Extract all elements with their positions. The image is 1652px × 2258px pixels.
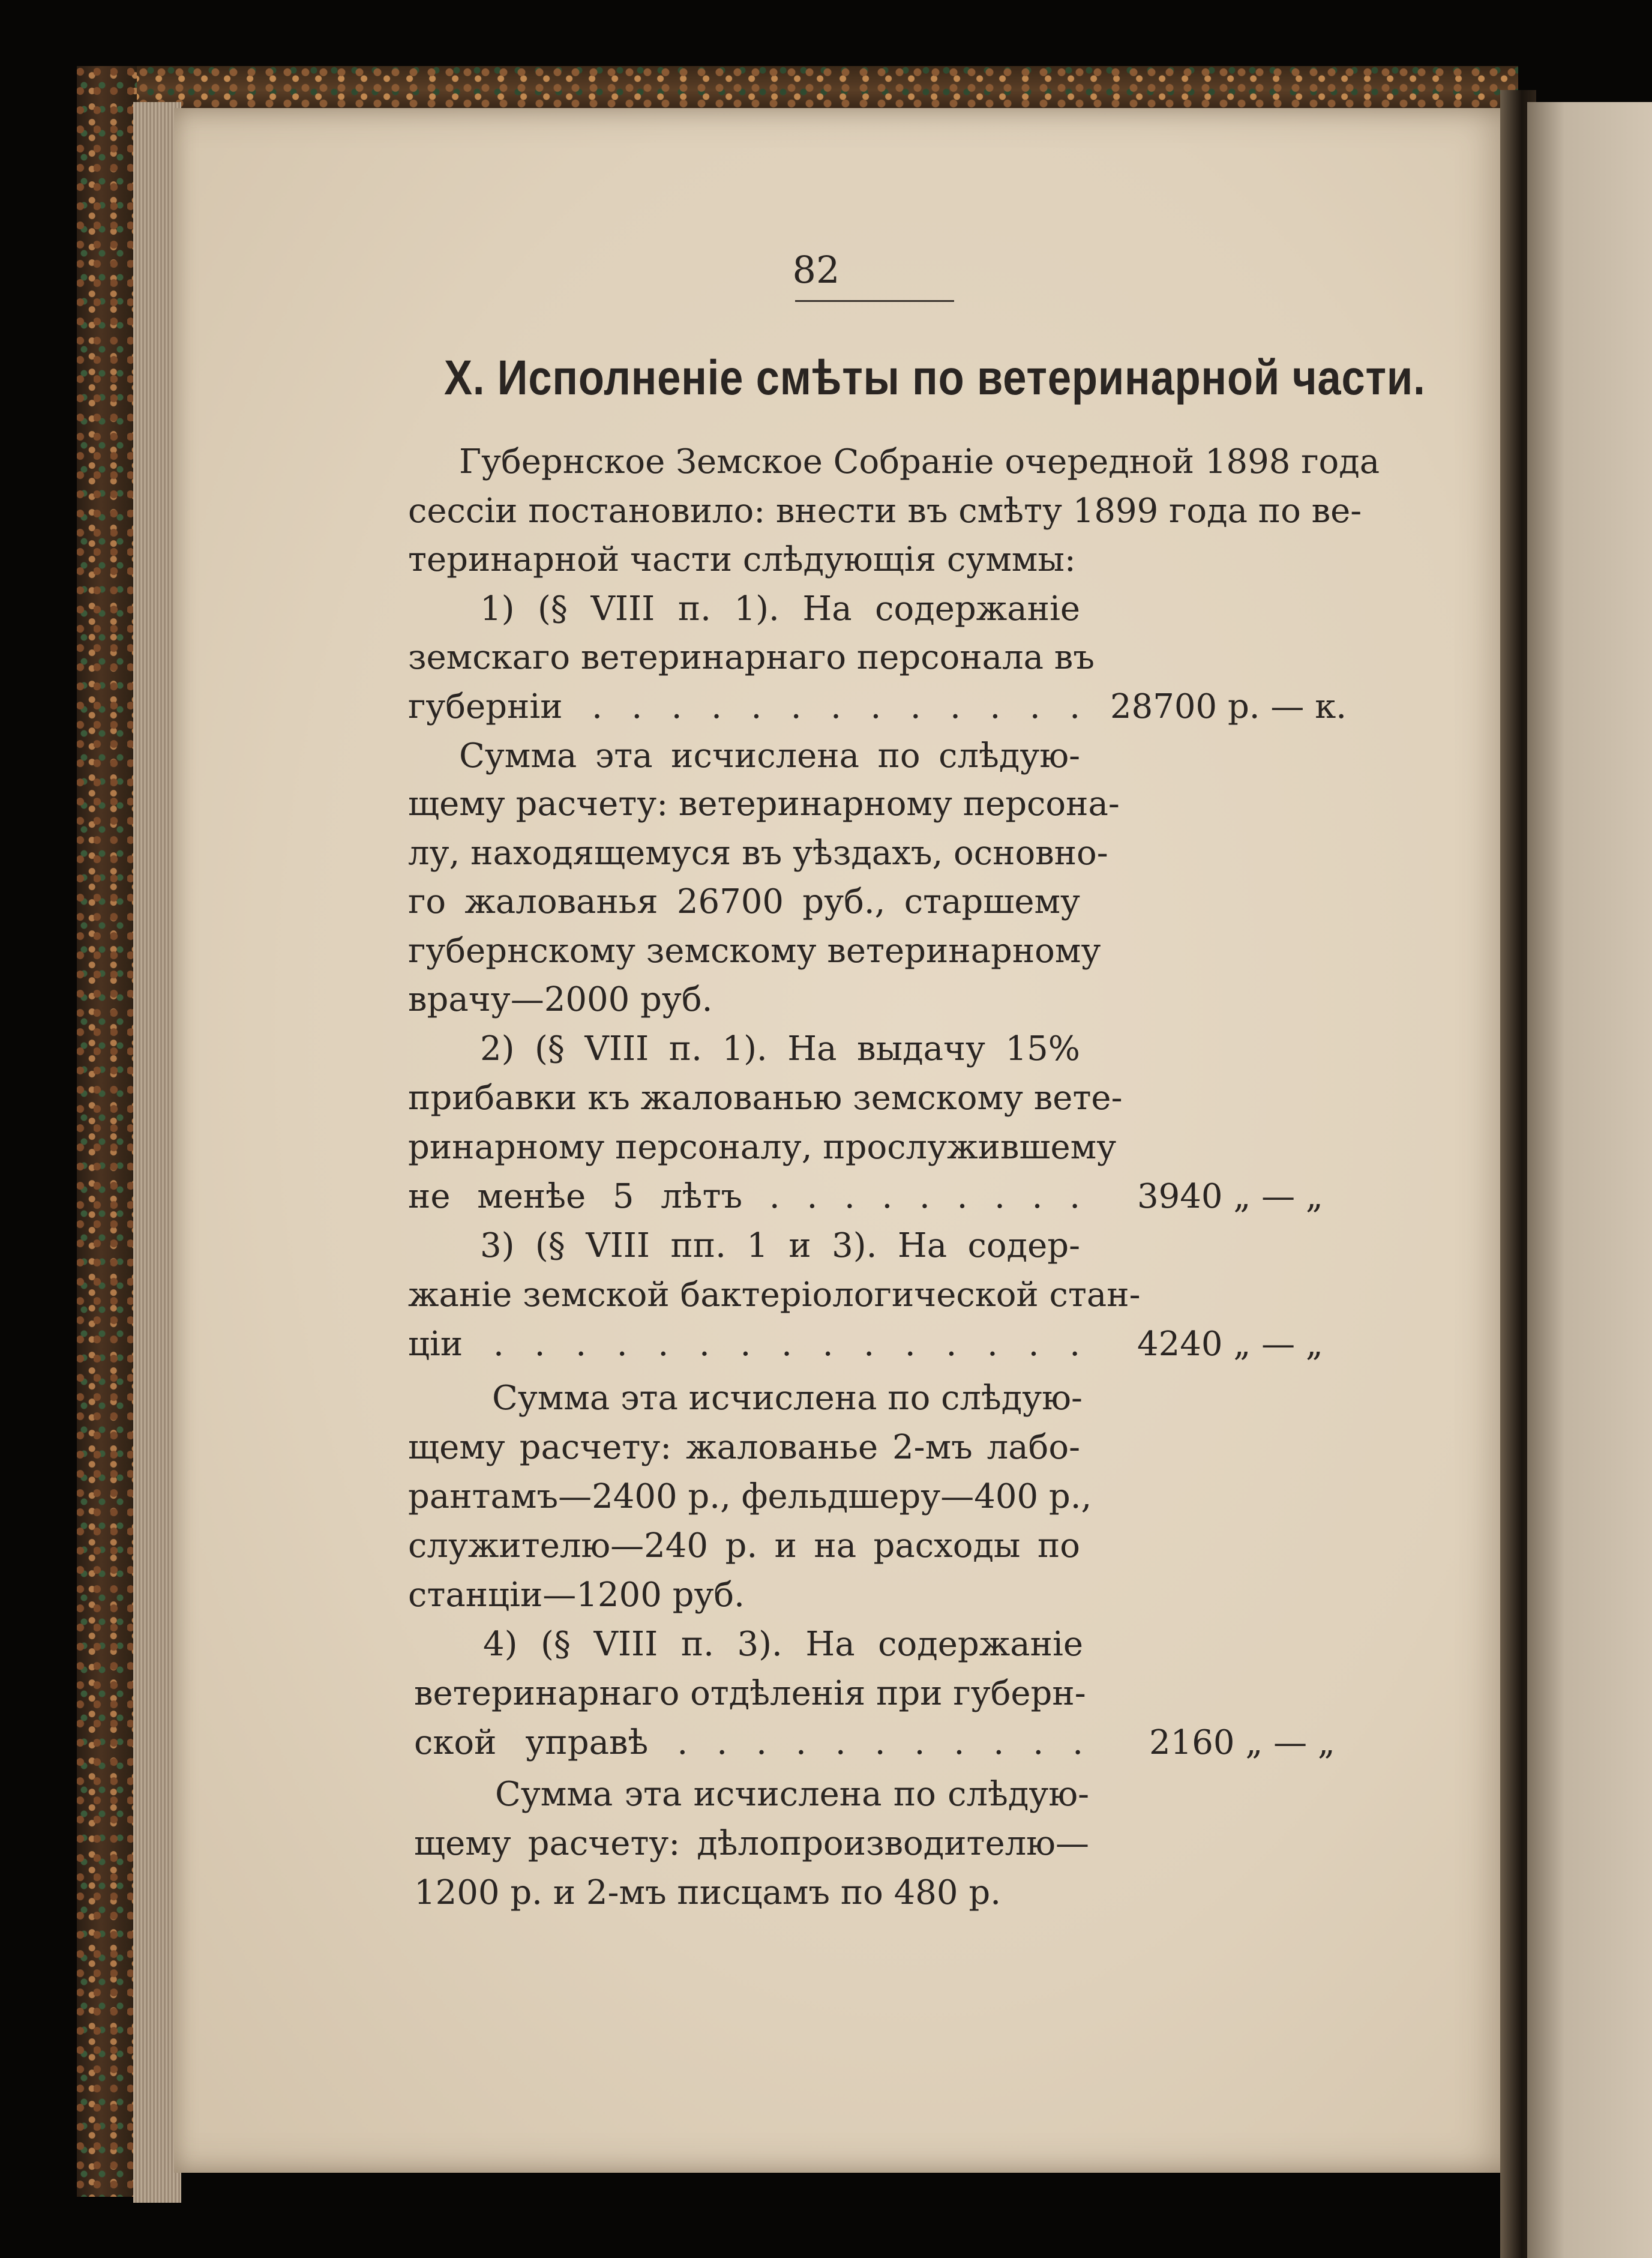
item-4-note-line: щему расчету: дѣлопроизводителю— <box>414 1824 1089 1863</box>
item-1-note-line: Сумма эта исчислена по слѣдую- <box>459 736 1080 775</box>
item-1-note-line: лу, находящемуся въ уѣздахъ, основно- <box>408 834 1108 873</box>
item-1-line: 1) (§ VIII п. 1). На содержаніе <box>480 589 1080 628</box>
item-4-note-line: Сумма эта исчислена по слѣдую- <box>495 1775 1089 1814</box>
item-1-note-line: врачу—2000 руб. <box>408 980 713 1019</box>
intro-line: сессіи постановило: внести въ смѣту 1899 года по ве- <box>408 492 1362 531</box>
item-2-line: ринарному персоналу, прослужившему <box>408 1128 1117 1167</box>
item-1-note-line: губернскому земскому ветеринарному <box>408 932 1101 971</box>
item-3-line: жаніе земской бактеріологической стан- <box>408 1275 1141 1314</box>
page-number-rule <box>795 300 954 302</box>
intro-line: Губернское Земское Собраніе очередной 1898 года <box>459 442 1380 481</box>
item-1-note-line: го жалованья 26700 руб., старшему <box>408 882 1080 921</box>
item-4-note-line: 1200 р. и 2-мъ писцамъ по 480 р. <box>414 1873 1002 1912</box>
item-3-note-line: станціи—1200 руб. <box>408 1576 745 1615</box>
item-1-amount: 28700 р. — к. <box>1110 687 1347 726</box>
item-2-line: не менѣе 5 лѣтъ . . . . . . . . . <box>408 1177 1080 1216</box>
item-4-line: ветеринарнаго отдѣленія при губерн- <box>414 1674 1086 1713</box>
item-4-line: 4) (§ VIII п. 3). На содержаніе <box>483 1625 1083 1664</box>
item-2-line: прибавки къ жалованью земскому вете- <box>408 1079 1123 1118</box>
item-2-line: 2) (§ VIII п. 1). На выдачу 15% <box>480 1029 1080 1068</box>
item-1-line: губерніи . . . . . . . . . . . . . <box>408 687 1080 726</box>
item-3-note-line: служителю—240 р. и на расходы по <box>408 1526 1080 1565</box>
page-number: 82 <box>792 248 840 292</box>
item-1-line: земскаго ветеринарнаго персонала въ <box>408 638 1095 677</box>
section-heading: X. Исполненіе смѣты по ветеринарной части. <box>444 351 1426 405</box>
item-3-note-line: щему расчету: жалованье 2-мъ лабо- <box>408 1428 1080 1467</box>
item-3-line: ціи . . . . . . . . . . . . . . . <box>408 1325 1080 1364</box>
item-4-line: ской управѣ . . . . . . . . . . . <box>414 1723 1083 1762</box>
intro-line: теринарной части слѣдующія суммы: <box>408 540 1076 579</box>
item-3-note-line: рантамъ—2400 р., фельдшеру—400 р., <box>408 1477 1092 1516</box>
item-3-line: 3) (§ VIII пп. 1 и 3). На содер- <box>480 1226 1080 1265</box>
item-3-note-line: Сумма эта исчислена по слѣдую- <box>492 1379 1083 1418</box>
item-1-note-line: щему расчету: ветеринарному персона- <box>408 784 1120 823</box>
item-3-amount: 4240 „ — „ <box>1137 1325 1323 1364</box>
item-2-amount: 3940 „ — „ <box>1137 1177 1323 1216</box>
item-4-amount: 2160 „ — „ <box>1149 1723 1335 1762</box>
